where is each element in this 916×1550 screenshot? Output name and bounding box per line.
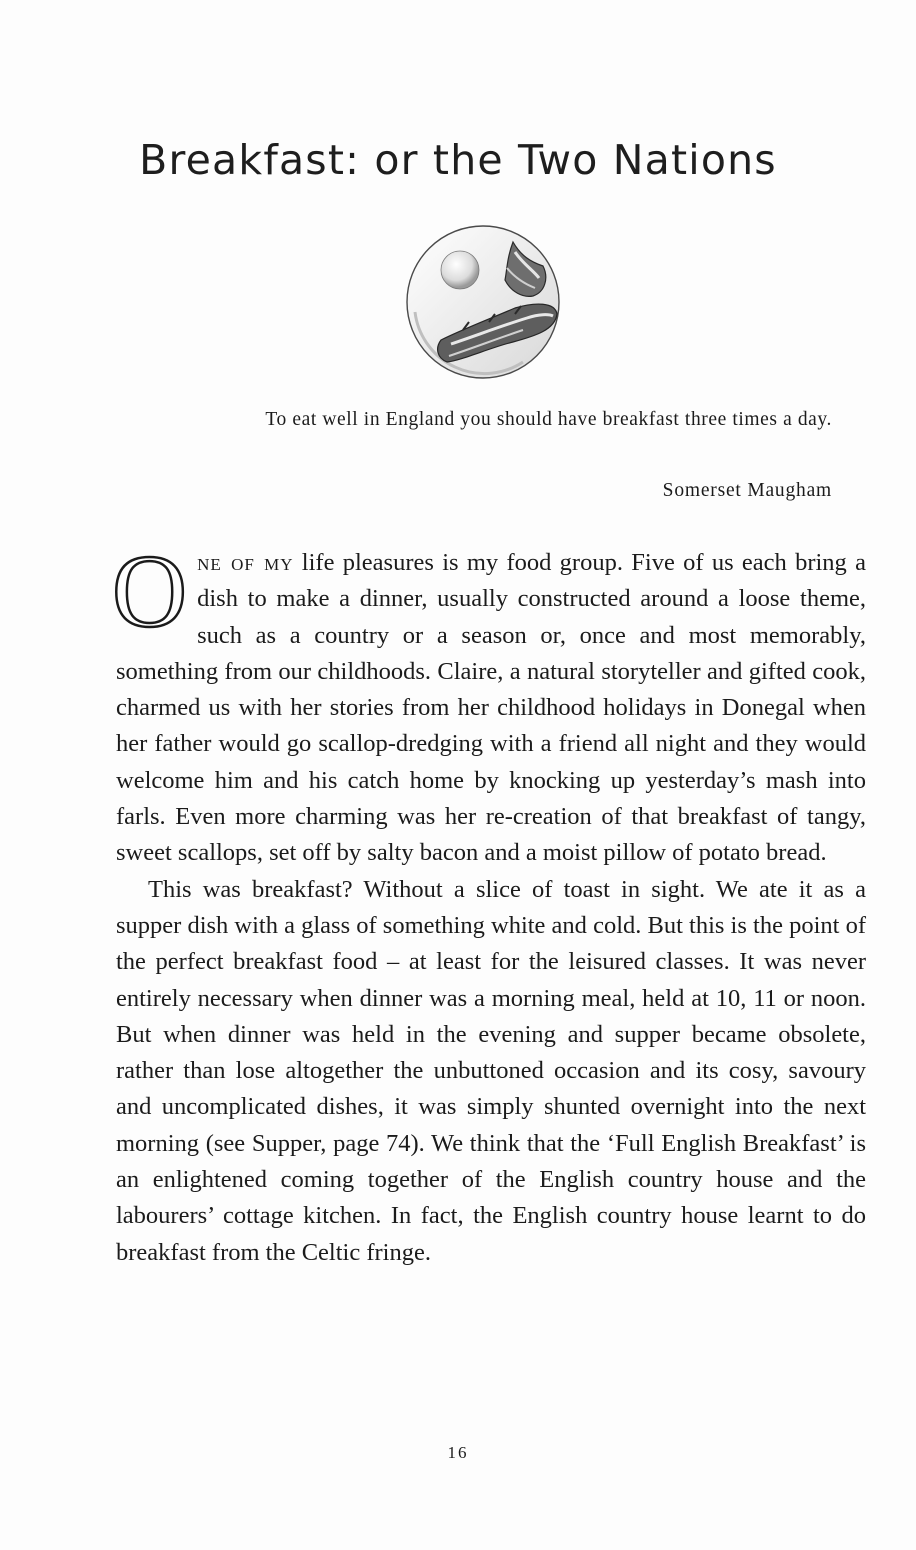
- chapter-body: [112, 534, 866, 1271]
- lead-in-smallcaps: ne of my: [197, 549, 294, 576]
- paragraph: This was breakfast? Without a slice of toast in sight. We ate it as a supper dish with a glass of something white and cold. But this is the point of the perfect breakfast food – at least for the leisured classes. It was never entirely necessary when dinner was a morning meal, held at 10, 11 or noon. But when dinner was held in the evening and supper became obsolete, rather than lose altogether the unbuttoned occasion and its cosy, savoury and uncomplicated dishes, it was simply shunted overnight into the next morning (see Supper, page 74). We think that the ‘Full English Breakfast’ is an enlightened coming together of the English country house and the labourers’ cottage kitchen. In fact, the English country house learnt to do breakfast from the Celtic fringe.: [116, 875, 866, 1266]
- egg-and-bacon-illustration: [403, 222, 563, 382]
- paragraph: [112, 534, 866, 872]
- paragraph-text: life pleasures is my food group. Five of us each bring a dish to make a dinner, usually constructed around a loose theme, such as a country or a season or, once and most memorably, something from our childhoods. Claire, a natural storyteller and gifted cook, charmed us with her stories from her childhood holidays in Donegal when her father would go scallop-dredging with a friend all night and they would welcome him and his catch home by knocking up yesterday’s mash into farls. Even more charming was her re-creation of that breakfast of tangy, sweet scallops, set off by salty bacon and a moist pillow of potato bread.: [116, 549, 866, 867]
- page-number: 16: [447, 1443, 469, 1462]
- epigraph-quote: To eat well in England you should have breakfast three times a day.: [265, 409, 832, 430]
- egg-yolk: [441, 251, 479, 289]
- epigraph-attribution: Somerset Maugham: [662, 480, 832, 501]
- plate-outline: [407, 226, 559, 378]
- drop-cap: O: [112, 534, 188, 649]
- chapter-title: Breakfast: or the Two Nations: [139, 136, 777, 184]
